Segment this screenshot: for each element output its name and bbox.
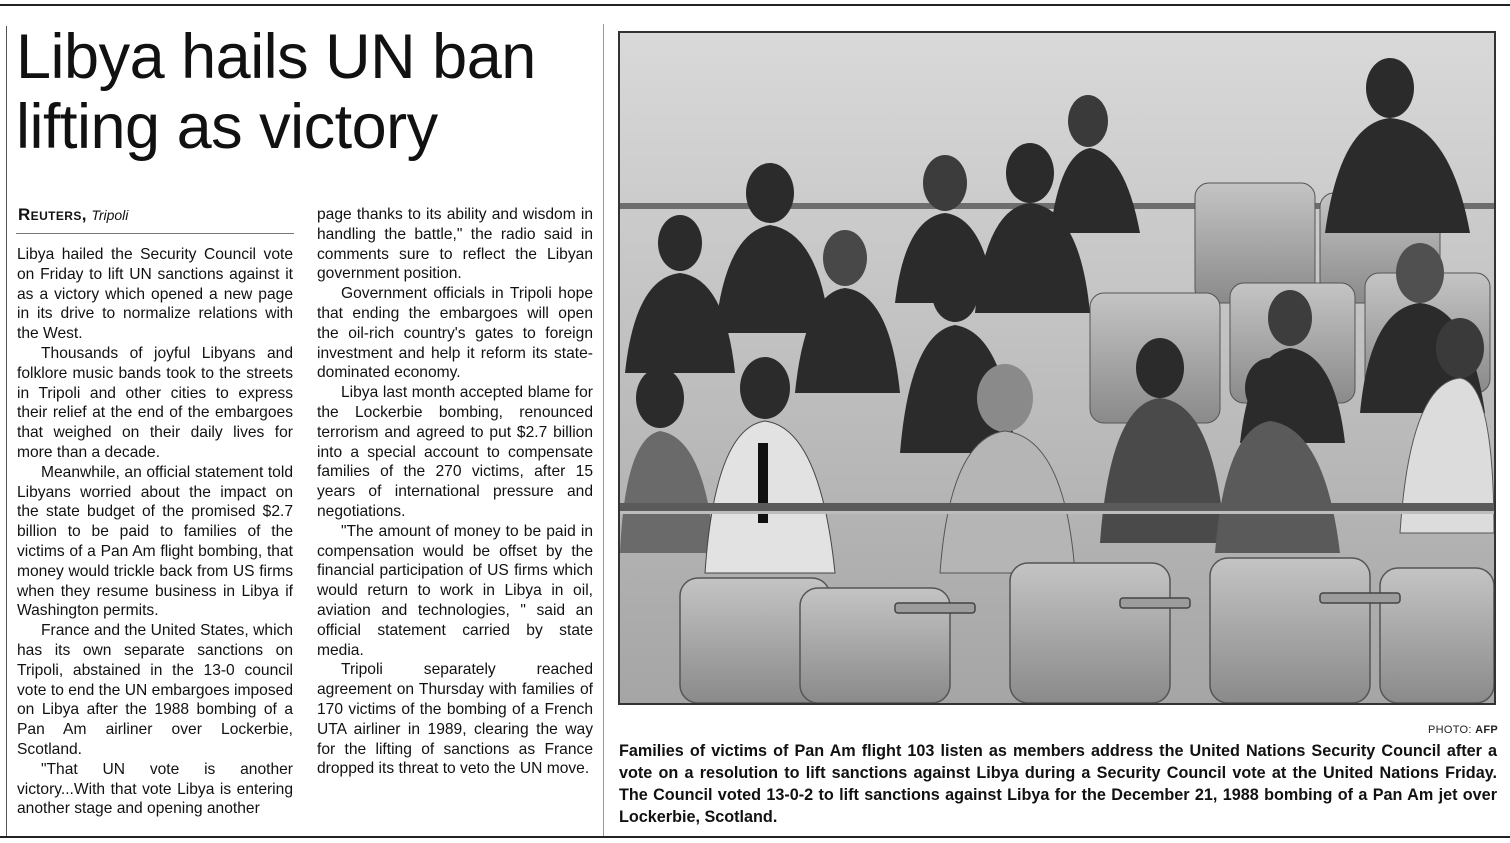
- byline-location: Tripoli: [91, 207, 129, 223]
- article-column-1: [17, 245, 293, 819]
- byline: [18, 205, 128, 226]
- byline-rule: [16, 233, 294, 234]
- photo-illustration: [620, 33, 1494, 703]
- news-photo: [618, 31, 1496, 705]
- photo-credit: [1428, 724, 1498, 736]
- left-rule: [6, 26, 7, 836]
- paragraph: Libya last month accepted blame for the Lockerbie bombing, renounced terrorism and agreed to put $2.7 billion into a special account to compensate families of the 270 victims, after 15 years of international pressure and negotiations.: [317, 384, 593, 520]
- paragraph: Government officials in Tripoli hope that ending the embargoes will open the oil-rich country's gates to foreign investment and help it reform its state-dominated economy.: [317, 285, 593, 382]
- byline-agency: Reuters,: [18, 205, 87, 224]
- article-column-2: [317, 205, 593, 779]
- paragraph: page thanks to its ability and wisdom in handling the battle," the radio said in comments sure to reflect the Libyan government position.: [317, 206, 593, 283]
- paragraph: France and the United States, which has its own separate sanctions on Tripoli, abstained in the 13-0 council vote to end the UN embargoes imposed on Libya after the 1988 bombing of a Pan Am airliner over Lockerbie, Scotland.: [17, 622, 293, 758]
- top-rule: [0, 4, 1510, 6]
- headline: Libya hails UN ban lifting as victory: [16, 22, 536, 162]
- paragraph: "That UN vote is another victory...With that vote Libya is entering another stage and opening another: [17, 760, 293, 818]
- bottom-rule: [0, 836, 1510, 838]
- paragraph: Libya hailed the Security Council vote on Friday to lift UN sanctions against it as a victory which opened a new page in its drive to normalize relations with the West.: [17, 246, 293, 343]
- paragraph: "The amount of money to be paid in compensation would be offset by the financial participation of US firms which would return to work in Libya in oil, aviation and technologies, " said an official statement carried by state media.: [317, 522, 593, 659]
- paragraph: Thousands of joyful Libyans and folklore music bands took to the streets in Tripoli and other cities to express their relief at the end of the embargoes that weighed on their daily lives for more than a decade.: [17, 344, 293, 461]
- paragraph: Tripoli separately reached agreement on Thursday with families of 170 victims of the bombing of a French UTA airliner in 1989, clearing the way for the lifting of sanctions as France dropped its threat to veto the UN move.: [317, 661, 593, 778]
- photo-credit-source: AFP: [1475, 724, 1498, 736]
- paragraph: Meanwhile, an official statement told Libyans worried about the impact on the state budget of the promised $2.7 billion to be paid to families of the victims of a Pan Am flight bombing, that money would trickle back from US firms when they resume business in Libya if Washington permits.: [17, 463, 293, 620]
- photo-caption: Families of victims of Pan Am flight 103 listen as members address the United Nations Security Council after a vote on a resolution to lift sanctions against Libya during a Security Council vote at the United Nations Friday. The Council voted 13-0-2 to lift sanctions against Libya for the December 21, 1988 bombing of a Pan Am jet over Lockerbie, Scotland.: [619, 742, 1497, 826]
- photo-credit-label: PHOTO:: [1427, 724, 1472, 736]
